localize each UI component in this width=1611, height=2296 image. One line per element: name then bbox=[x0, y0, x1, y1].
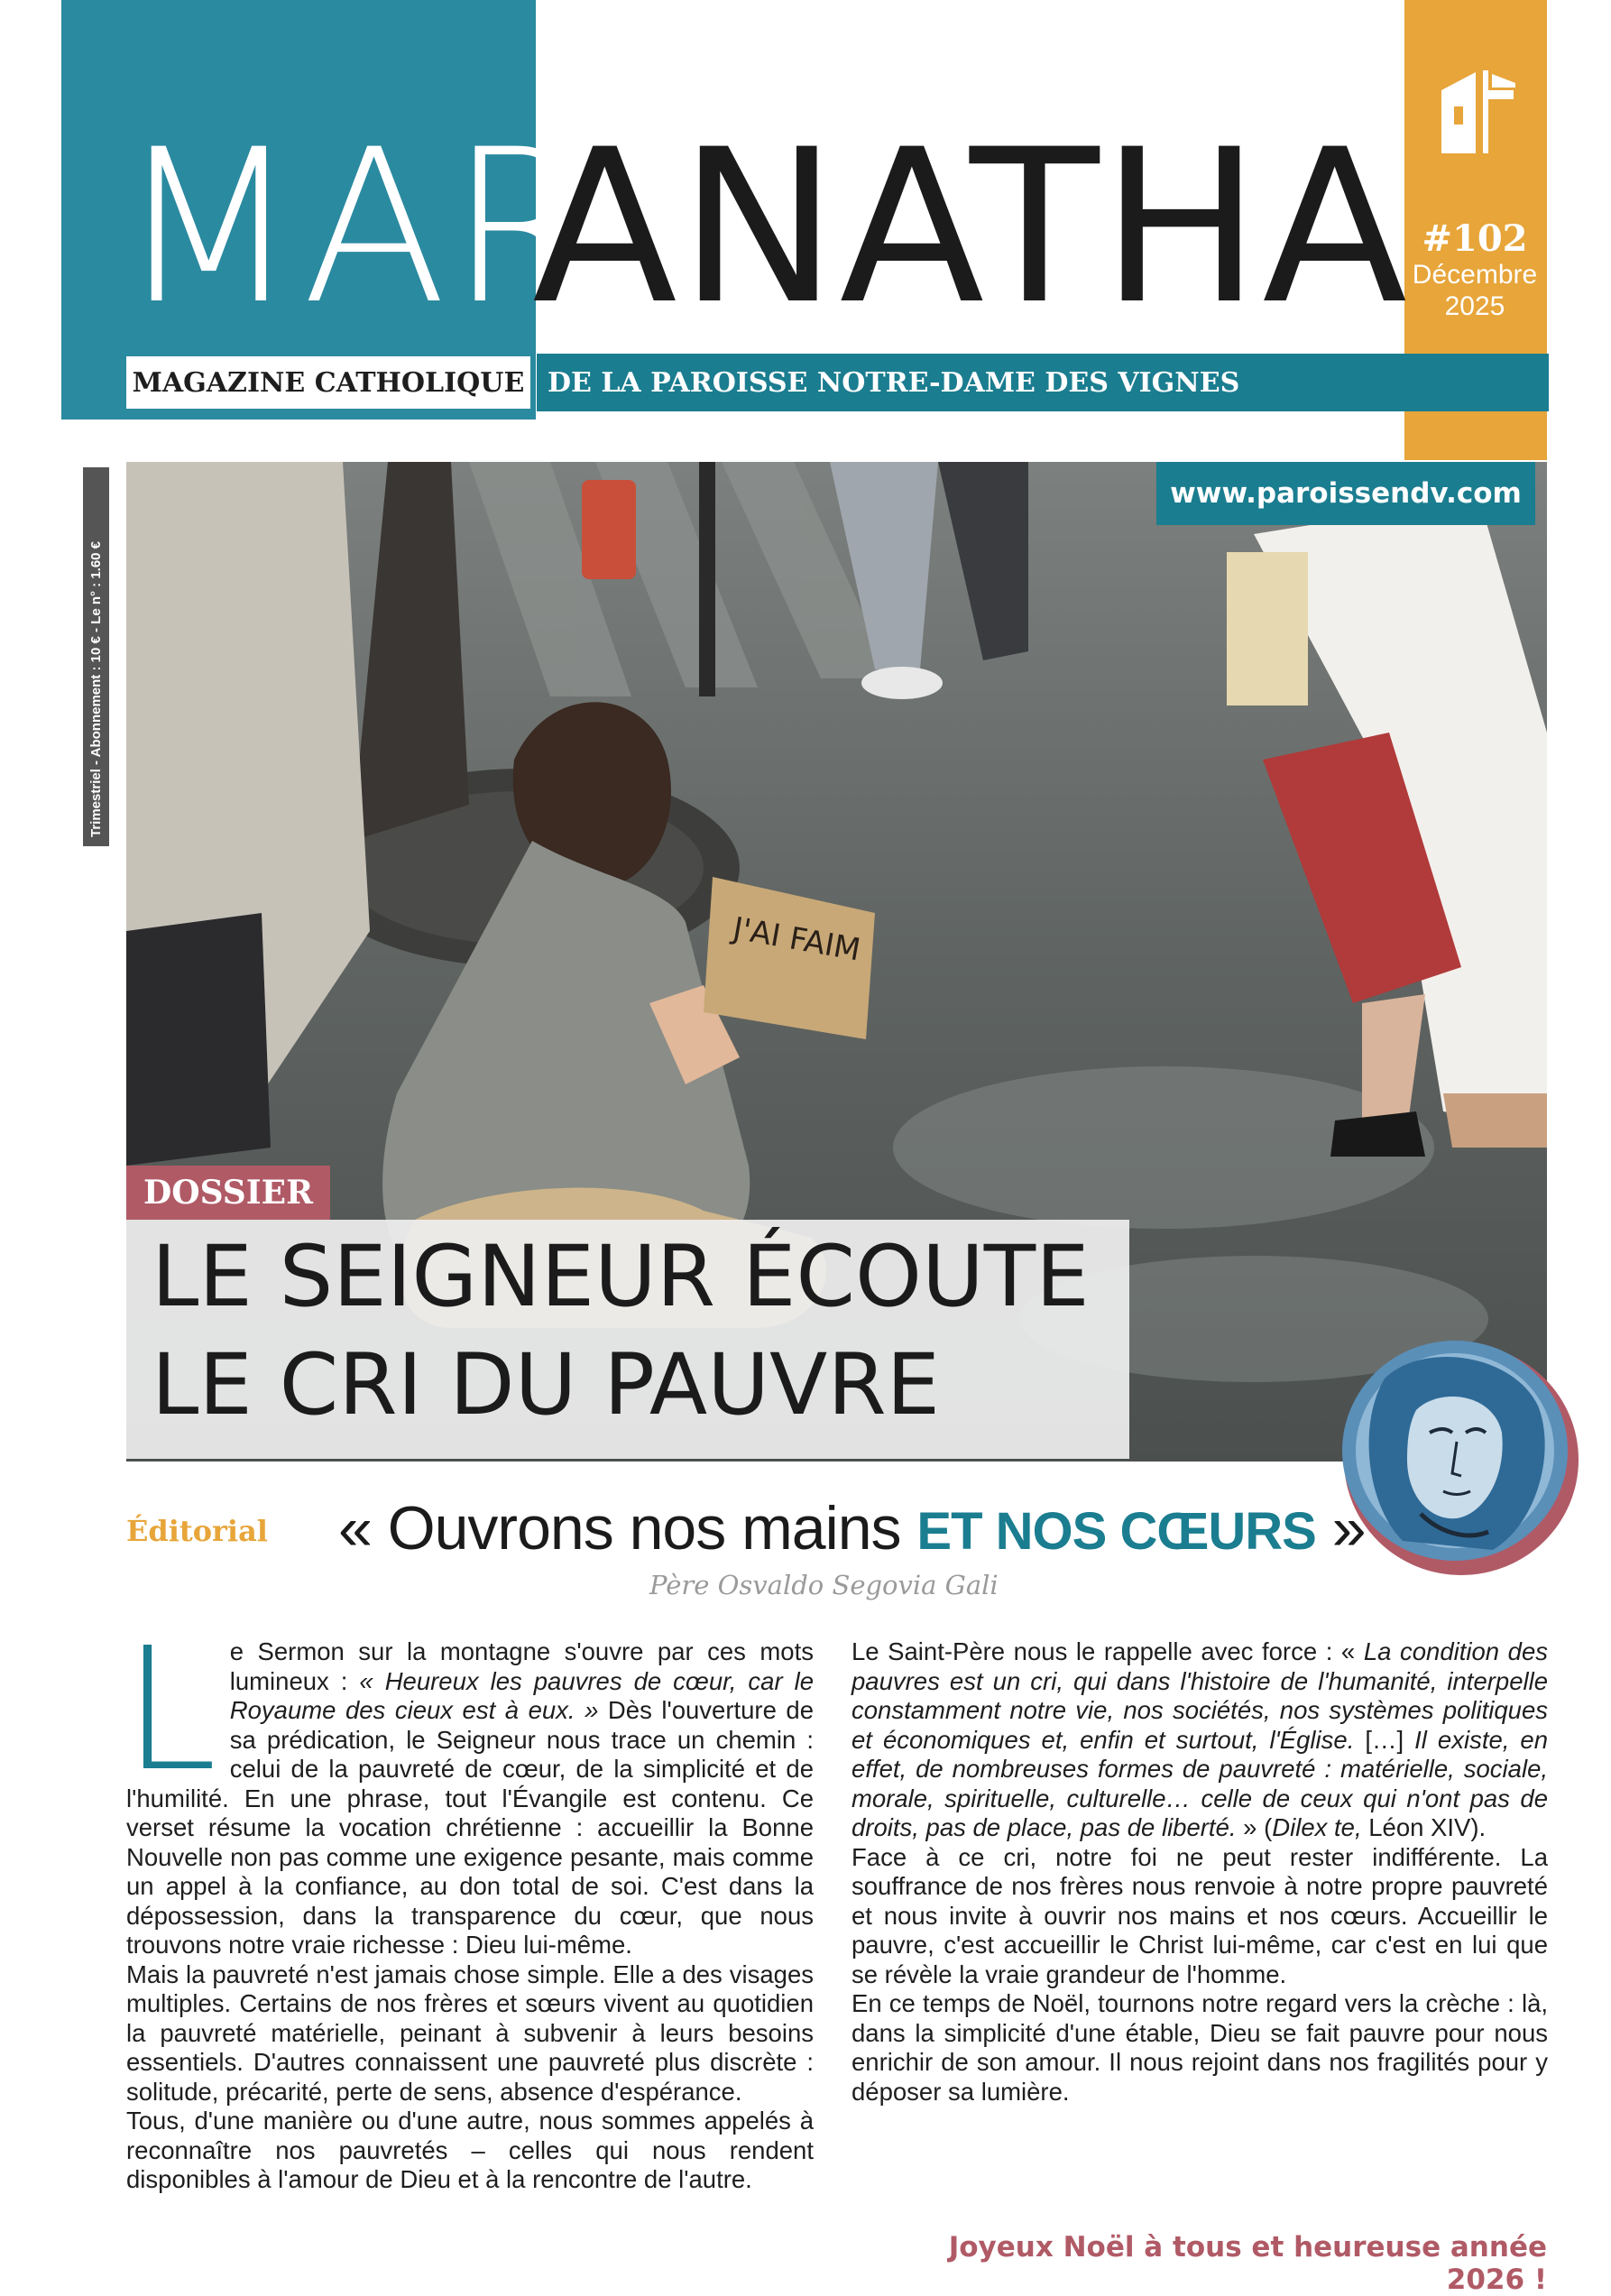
masthead-title-part1: MAR bbox=[117, 105, 598, 351]
dropcap: L bbox=[123, 1611, 217, 1809]
editorial-paragraph: Le Saint-Père nous le rappelle avec force : « La condition des pauvres est un cri, qui dans l'histoire de l'humanité, interpelle constamment notre vie, nos sociétés, nos systèmes politiques et économiques et, enfin et surtout, l'Église. […] Il existe, en effet, de nombreuses formes de pauvreté : matérielle, sociale, morale, spirituelle, culturelle… celle de ceux qui n'ont pas de droits, pas de place, pas de liberté. » (Dilex te, Léon XIV). bbox=[852, 1637, 1548, 1841]
editorial-label: Éditorial bbox=[126, 1514, 268, 1548]
dossier-title-line2: LE CRI DU PAUVRE bbox=[152, 1336, 941, 1434]
editorial-column-right bbox=[852, 1637, 1548, 2107]
parish-logo-icon bbox=[1432, 63, 1523, 162]
editorial-headline bbox=[338, 1493, 1366, 1563]
website-link[interactable]: www.paroissendv.com bbox=[1156, 462, 1535, 525]
editorial-paragraph: En ce temps de Noël, tournons notre regard vers la crèche : là, dans la simplicité d'une étable, Dieu se fait pauvre pour nous enrichir de son amour. Il nous rejoint dans nos fragilités pour y déposer sa lumière. bbox=[852, 1989, 1548, 2106]
editorial-paragraph: Le Sermon sur la montagne s'ouvre par ces mots lumineux : « Heureux les pauvres de cœur, car le Royaume des cieux est à eux. » Dès l'ouverture de sa prédication, le Seigneur nous trace un chemin : celui de la pauvreté de cœur, de la simplicité et de l'humilité. En une phrase, tout l'Évangile est contenu. Ce verset résume la vocation chrétienne : accueillir la Bonne Nouvelle non pas comme une exigence pesante, mais comme un appel à la confiance, au don total de soi. C'est dans la dépossession, dans la transparence du cœur, que nous trouvons notre vraie richesse : Dieu lui-même. bbox=[123, 1611, 815, 1959]
svg-text:J'AI FAIM: J'AI FAIM bbox=[730, 910, 863, 969]
closing-wishes: Joyeux Noël à tous et heureuse année 2026 ! bbox=[948, 2231, 1547, 2296]
masthead-title-part2: ANATHA bbox=[532, 105, 1410, 351]
issue-number: #102 bbox=[1422, 217, 1528, 260]
issue-year: 2025 bbox=[1444, 291, 1505, 321]
editorial-paragraph: Face à ce cri, notre foi ne peut rester indifférente. La souffrance de nos frères nous renvoie à notre propre pauvreté et nous invite à ouvrir nos mains et nos cœurs. Accueillir le pauvre, c'est accueillir le Christ lui-même, car c'est en lui que se révèle la vraie grandeur de l'homme. bbox=[852, 1842, 1548, 1988]
madonna-medallion-icon bbox=[1330, 1324, 1583, 1586]
subscription-info: Trimestriel - Abonnement : 10 € - Le n° : 1.60 € bbox=[83, 467, 109, 846]
subtitle-magazine: MAGAZINE CATHOLIQUE bbox=[126, 356, 530, 409]
subtitle-parish: DE LA PAROISSE NOTRE-DAME DES VIGNES bbox=[537, 354, 1549, 411]
headline-emphasis: ET NOS CŒURS bbox=[916, 1502, 1316, 1561]
issue-month: Décembre bbox=[1412, 260, 1538, 290]
dossier-title-line1: LE SEIGNEUR ÉCOUTE bbox=[152, 1228, 1090, 1326]
headline-part1: « Ouvrons nos mains bbox=[338, 1494, 901, 1563]
editorial-column-left bbox=[123, 1611, 815, 2195]
editorial-author: Père Osvaldo Segovia Gali bbox=[649, 1570, 999, 1600]
editorial-paragraph: Tous, d'une manière ou d'une autre, nous sommes appelés à reconnaître nos pauvretés – celles qui nous rendent disponibles à l'amour de Dieu et à la rencontre de l'autre. bbox=[126, 2107, 814, 2193]
headline-part3: » bbox=[1331, 1494, 1366, 1563]
editorial-paragraph: Mais la pauvreté n'est jamais chose simple. Elle a des visages multiples. Certains de nos frères et sœurs vivent au quotidien la pauvreté matérielle, peinant à subvenir à leurs besoins essentiels. D'autres connaissent une pauvreté plus discrète : solitude, précarité, perte de sens, absence d'espérance. bbox=[126, 1959, 814, 2106]
dossier-tag: DOSSIER bbox=[126, 1166, 330, 1220]
